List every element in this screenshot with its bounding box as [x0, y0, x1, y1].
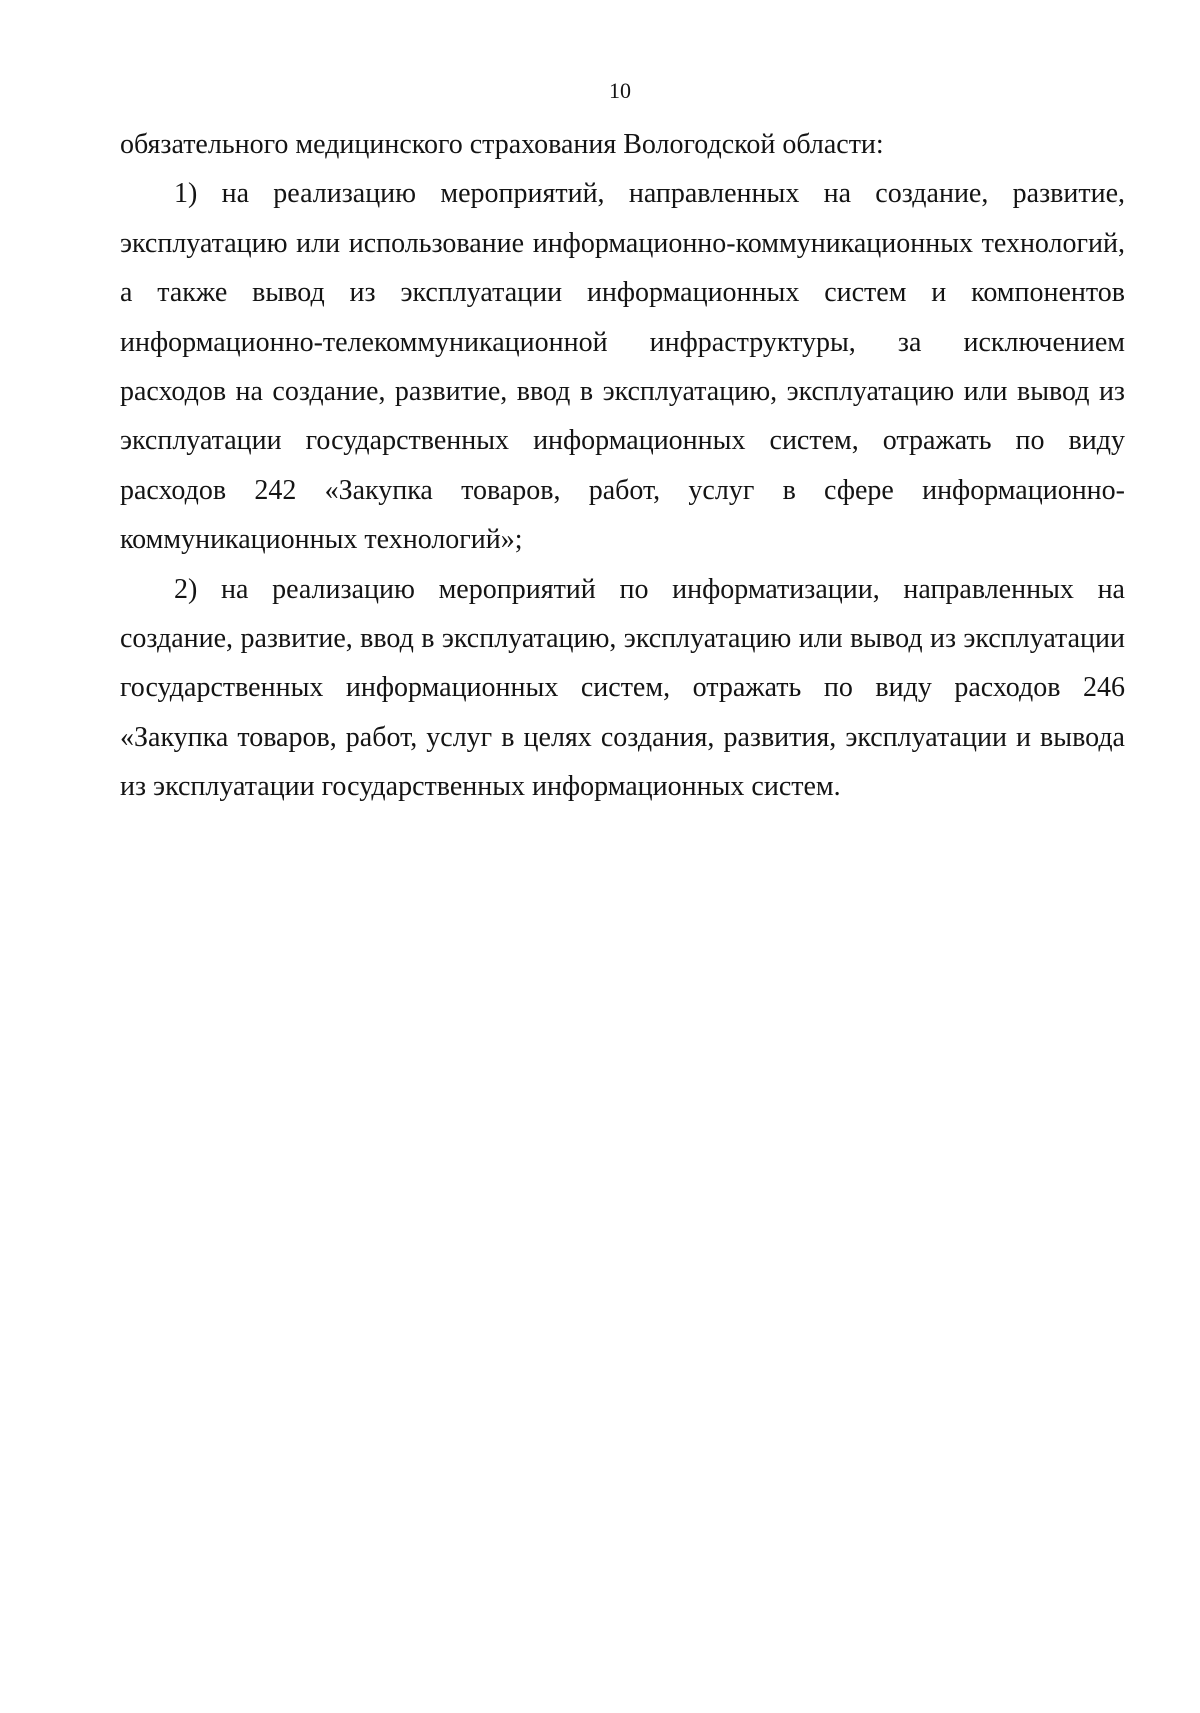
paragraph-item-2: 2) на реализацию мероприятий по информатизации, направленных на создание, развитие, ввод в эксплуатацию, эксплуатацию или вывод из эксплуатации государственных информационных систем, отражать по виду расходов 246 «Закупка товаров, работ, услуг в целях создания, развития, эксплуатации и вывода из эксплуатации государственных информационных систем.: [120, 573, 1125, 803]
page-number: 10: [609, 78, 631, 103]
document-body: [120, 120, 1125, 812]
paragraph-continuation: обязательного медицинского страхования Вологодской области:: [120, 129, 884, 160]
paragraph-item-1: 1) на реализацию мероприятий, направленных на создание, развитие, эксплуатацию или использование информационно-коммуникационных технологий, а также вывод из эксплуатации информационных систем и компонентов информационно-телекоммуникационной инфраструктуры, за исключением расходов на создание, развитие, ввод в эксплуатацию, эксплуатацию или вывод из эксплуатации государственных информационных систем, отражать по виду расходов 242 «Закупка товаров, работ, услуг в сфере информационно-коммуникационных технологий»;: [120, 178, 1125, 556]
